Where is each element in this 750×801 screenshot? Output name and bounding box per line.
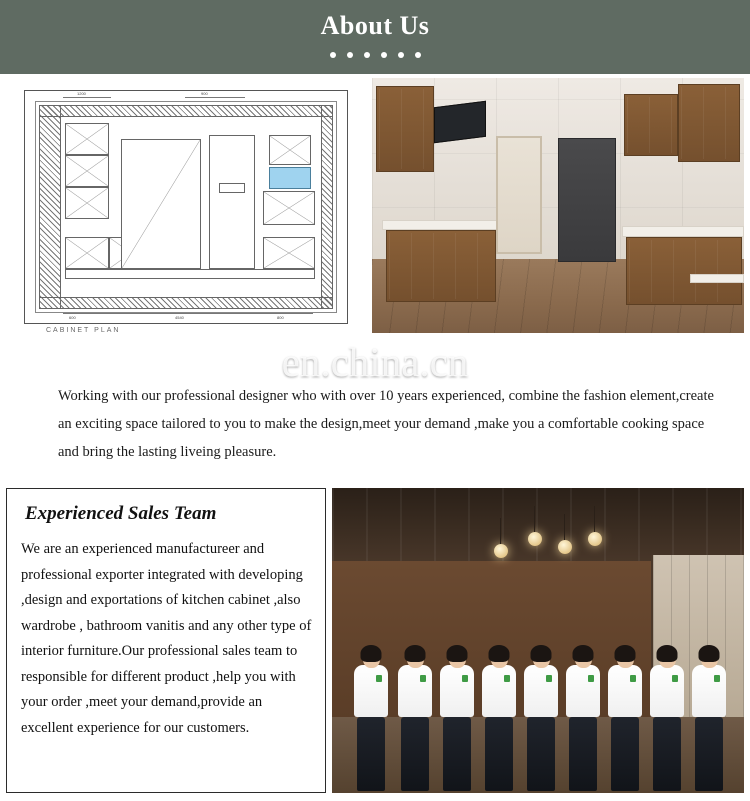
drawing-caption: CABINET PLAN <box>46 327 121 334</box>
team-member-pants <box>653 717 681 791</box>
drawing-dimension-line <box>185 97 245 98</box>
kitchen-door <box>496 136 542 254</box>
drawing-cabinet-box <box>65 237 109 269</box>
team-member-head <box>363 649 380 668</box>
team-member-pants <box>357 717 385 791</box>
company-logo-icon <box>376 675 382 682</box>
team-member <box>350 649 392 791</box>
drawing-dimension-label: 1200 <box>77 91 86 96</box>
drawing-wall-hatch <box>39 297 333 309</box>
drawing-window-panel <box>269 167 311 189</box>
team-member-head <box>407 649 424 668</box>
intro-text-band <box>0 336 750 488</box>
team-member-shirt <box>354 665 388 717</box>
team-member-head <box>575 649 592 668</box>
team-member <box>520 649 562 791</box>
team-member-pants <box>485 717 513 791</box>
pendant-lamp-icon <box>588 532 602 546</box>
team-member-hair <box>699 645 720 662</box>
drawing-cabinet-box <box>263 237 315 269</box>
kitchen-refrigerator <box>558 138 616 262</box>
team-member-head <box>491 649 508 668</box>
watermark-text: en.china.cn <box>281 339 469 385</box>
drawing-wall-hatch <box>39 105 61 309</box>
team-member <box>478 649 520 791</box>
kitchen-wall-tv <box>434 101 486 143</box>
kitchen-countertop <box>622 226 744 237</box>
drawing-cabinet-box <box>65 187 109 219</box>
company-logo-icon <box>630 675 636 682</box>
kitchen-base-cabinet <box>386 230 496 302</box>
drawing-frame <box>24 90 348 324</box>
team-member-hair <box>489 645 510 662</box>
drawing-dimension-label: 600 <box>69 315 76 320</box>
sales-team-body: We are an experienced manufactureer and professional exporter integrated with developing ,design and exportations of kitchen cabinet ,also wardrobe , bathroom vanitis and any other type of interior furniture.Our professional sales team to responsible for different product ,help you with your order ,meet your demand,provide an excellent experience for our customers. <box>21 541 312 736</box>
kitchen-base-cabinet <box>626 237 742 305</box>
team-member <box>604 649 646 791</box>
team-member-pants <box>611 717 639 791</box>
decorative-dot-row <box>330 52 421 58</box>
team-member-head <box>701 649 718 668</box>
sales-team-title: Experienced Sales Team <box>25 503 217 524</box>
page-header <box>0 0 750 74</box>
bottom-band <box>0 488 750 801</box>
company-logo-icon <box>504 675 510 682</box>
drawing-wall-hatch <box>39 105 333 117</box>
sales-team-photo <box>332 488 744 793</box>
team-member-shirt <box>482 665 516 717</box>
team-member-head <box>449 649 466 668</box>
team-member <box>436 649 478 791</box>
kitchen-upper-cabinet <box>678 84 740 162</box>
pendant-lamp-icon <box>558 540 572 554</box>
kitchen-countertop <box>382 220 500 230</box>
drawing-dimension-label: 4540 <box>175 315 184 320</box>
team-member-hair <box>361 645 382 662</box>
team-member-pants <box>401 717 429 791</box>
team-member-pants <box>569 717 597 791</box>
page-title: About Us <box>320 11 430 40</box>
intro-paragraph: Working with our professional designer who with over 10 years experienced, combine the fashion element,create an exciting space tailored to you to make the design,meet your demand ,make you a comfortable cooking space and bring the lasting liveing pleasure. <box>58 388 714 460</box>
company-logo-icon <box>546 675 552 682</box>
drawing-dimension-line <box>63 97 111 98</box>
drawing-counter-line <box>65 269 315 279</box>
drawing-wall-hatch <box>321 105 333 309</box>
decor-dot-icon <box>347 52 353 58</box>
team-member-shirt <box>524 665 558 717</box>
team-member-head <box>617 649 634 668</box>
decor-dot-icon <box>398 52 404 58</box>
team-member-hair <box>405 645 426 662</box>
team-member-shirt <box>650 665 684 717</box>
drawing-dimension-label: 800 <box>277 315 284 320</box>
team-member-pants <box>443 717 471 791</box>
team-member <box>646 649 688 791</box>
drawing-tall-unit <box>209 135 255 269</box>
company-logo-icon <box>462 675 468 682</box>
pendant-lamp-icon <box>494 544 508 558</box>
drawing-dimension-line <box>63 313 313 314</box>
team-member-hair <box>615 645 636 662</box>
sales-team-text-box <box>6 488 326 793</box>
company-logo-icon <box>588 675 594 682</box>
drawing-handle <box>219 183 245 193</box>
team-member <box>394 649 436 791</box>
company-logo-icon <box>714 675 720 682</box>
team-member-hair <box>447 645 468 662</box>
team-member-head <box>659 649 676 668</box>
decor-dot-icon <box>330 52 336 58</box>
team-member <box>688 649 730 791</box>
drawing-dimension-label: 900 <box>201 91 208 96</box>
pendant-lamp-icon <box>528 532 542 546</box>
kitchen-upper-cabinet <box>624 94 678 156</box>
decor-dot-icon <box>364 52 370 58</box>
drawing-cabinet-box <box>263 191 315 225</box>
team-member-shirt <box>398 665 432 717</box>
drawing-cabinet-box <box>65 123 109 155</box>
top-image-band <box>0 74 750 336</box>
team-member-hair <box>531 645 552 662</box>
drawing-cabinet-box <box>269 135 311 165</box>
decor-dot-icon <box>381 52 387 58</box>
team-member-shirt <box>608 665 642 717</box>
decor-dot-icon <box>415 52 421 58</box>
team-member-head <box>533 649 550 668</box>
team-member-shirt <box>692 665 726 717</box>
team-member-shirt <box>440 665 474 717</box>
kitchen-upper-cabinet <box>376 86 434 172</box>
team-member <box>562 649 604 791</box>
team-member-hair <box>657 645 678 662</box>
drawing-door-panel <box>121 139 201 269</box>
kitchen-island-countertop <box>690 274 744 283</box>
team-member-pants <box>695 717 723 791</box>
team-member-shirt <box>566 665 600 717</box>
technical-drawing-image <box>6 78 366 336</box>
team-member-pants <box>527 717 555 791</box>
company-logo-icon <box>420 675 426 682</box>
kitchen-photo <box>372 78 744 333</box>
team-member-hair <box>573 645 594 662</box>
company-logo-icon <box>672 675 678 682</box>
drawing-cabinet-box <box>65 155 109 187</box>
